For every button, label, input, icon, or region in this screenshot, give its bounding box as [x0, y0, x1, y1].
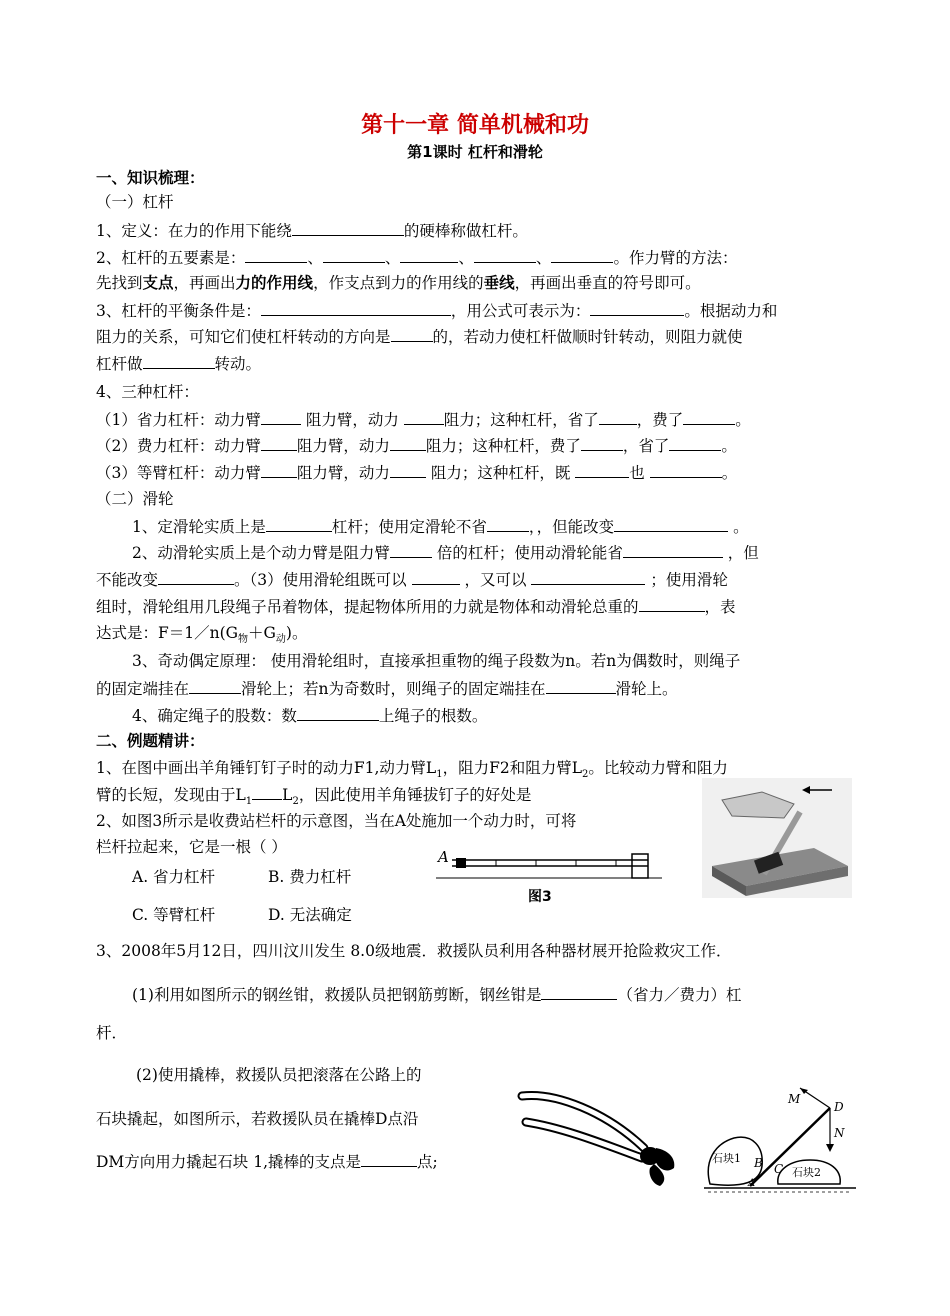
subsection-lever: （一）杠杆 [96, 193, 174, 211]
blank [650, 461, 722, 478]
line-balance-condition: 3、杠杆的平衡条件是： ，用公式可表示为： 。根据动力和 [96, 299, 777, 322]
claw-hammer-figure [702, 778, 852, 898]
blank [623, 541, 723, 558]
blank [390, 541, 432, 558]
question-3-intro: 3、2008年5月12日，四川汶川发生 8.0级地震．救援队员利用各种器材展开抢险救灾工作． [96, 942, 732, 960]
line-force-costing-lever: （2）费力杠杆：动力臂 阻力臂，动力 阻力；这种杠杆，费了 ，省了 。 [96, 434, 737, 457]
blank [614, 515, 728, 532]
blank [404, 408, 444, 425]
option-b: B. 费力杠杆 [268, 868, 352, 886]
point-b-label: B [754, 1156, 763, 1170]
blank [400, 246, 458, 263]
line-rotation: 杠杆做 转动。 [96, 352, 261, 375]
blank [297, 704, 379, 721]
blank [390, 461, 426, 478]
question-2-line-2: 栏杆拉起来，它是一根（ ） [96, 838, 287, 856]
line-force-saving-lever: （1）省力杠杆：动力臂 阻力臂，动力 阻力；这种杠杆，省了 ，费了 。 [96, 408, 751, 431]
line-movable-pulley: 2、动滑轮实质上是个动力臂是阻力臂 倍的杠杆；使用动滑轮能省 ，但 [132, 541, 759, 564]
blank [261, 408, 301, 425]
line-fixed-pulley: 1、定滑轮实质上是 杠杆；使用定滑轮不省 ，，但能改变 。 [132, 515, 749, 538]
point-d-label: D [834, 1100, 844, 1114]
blank [590, 299, 684, 316]
question-1-line-2: 臂的长短，发现由于$L_1$ $L_2$，因此使用羊角锤拔钉子的好处是 [96, 783, 531, 813]
question-1-line-1: 1、在图中画出羊角锤钉钉子时的动力F1,动力臂$L_1$，阻力F2和阻力臂$L_2$。比较动力臂和阻力 [96, 759, 728, 781]
line-arm-method: 先找到支点，再画出力的作用线，作支点到力的作用线的垂线，再画出垂直的符号即可。 [96, 274, 701, 292]
blank [361, 1150, 417, 1167]
line-formula: 达式是：$F=1/n(G_物+G_动)$。 [96, 624, 308, 646]
line-five-elements: 2、杠杆的五要素是： 、 、 、 、 。作力臂的方法： [96, 246, 737, 269]
blank [412, 568, 460, 585]
line-pulley-group: 不能改变 。（3）使用滑轮组既可以 ，又可以 ；使用滑轮 [96, 568, 728, 591]
blank [639, 595, 705, 612]
blank [390, 434, 426, 451]
line-odd-even-principle: 3、奇动偶定原理： 使用滑轮组时，直接承担重物的绳子段数为n。若n为偶数时，则绳子 [132, 652, 741, 670]
point-a-label: A [438, 848, 449, 866]
question-3-part-2-line-3: DM方向用力撬起石块 1,撬棒的支点是 点; [96, 1150, 438, 1173]
line-total-weight: 组时，滑轮组用几段绳子吊着物体，提起物体所用的力就是物体和动滑轮总重的 ，表 [96, 595, 736, 618]
blank [323, 246, 385, 263]
chapter-title: 第十一章 简单机械和功 [361, 113, 589, 138]
blank [189, 677, 241, 694]
blank [261, 461, 297, 478]
lesson-subtitle: 第1课时 杠杆和滑轮 [407, 143, 543, 161]
point-a-label: A [748, 1178, 756, 1189]
section-heading-examples: 二、例题精讲： [96, 732, 205, 750]
blank [487, 515, 529, 532]
wire-pliers-figure [516, 1082, 686, 1194]
blank [266, 515, 332, 532]
blank [683, 408, 735, 425]
blank [531, 568, 645, 585]
blank [541, 983, 617, 1000]
question-3-part-2-line-2: 石块撬起，如图所示，若救援队员在撬棒D点沿 [96, 1110, 419, 1128]
option-a: A. 省力杠杆 [132, 868, 216, 886]
line-rope-count: 4、确定绳子的股数：数 上绳子的根数。 [132, 704, 487, 727]
blank [292, 219, 404, 236]
line-fixed-end: 的固定端挂在 滑轮上；若n为奇数时，则绳子的固定端挂在 滑轮上。 [96, 677, 678, 700]
blank [599, 408, 637, 425]
blank [261, 434, 297, 451]
blank [581, 434, 623, 451]
point-c-label: C [774, 1162, 784, 1176]
section-heading-knowledge: 一、知识梳理： [96, 169, 205, 187]
option-c: C. 等臂杠杆 [132, 906, 216, 924]
point-m-label: M [788, 1092, 801, 1106]
blank [551, 246, 613, 263]
question-3-part-1-line-1: (1)利用如图所示的钢丝钳，救援队员把钢筋剪断，钢丝钳是 （省力／费力）杠 [132, 983, 741, 1006]
blank [143, 352, 215, 369]
blank [669, 434, 721, 451]
blank [252, 783, 282, 800]
line-definition: 1、定义：在力的作用下能绕 的硬棒称做杠杆。 [96, 219, 528, 242]
blank [575, 461, 629, 478]
blank [391, 325, 433, 342]
figure-3-caption: 图3 [528, 889, 552, 905]
blank [261, 299, 451, 316]
question-3-part-1-line-2: 杆． [96, 1024, 128, 1042]
blank [158, 568, 234, 585]
question-3-part-2-line-1: (2)使用撬棒，救援队员把滚落在公路上的 [136, 1066, 422, 1084]
crowbar-rocks-figure [700, 1086, 860, 1198]
option-d: D. 无法确定 [268, 906, 352, 924]
blank [474, 246, 536, 263]
blank [546, 677, 616, 694]
line-equal-arm-lever: （3）等臂杠杆：动力臂 阻力臂，动力 阻力；这种杠杆，既 也 。 [96, 461, 737, 484]
blank [245, 246, 307, 263]
subsection-pulley: （二）滑轮 [96, 490, 174, 508]
rock-2-label: 石块2 [792, 1166, 821, 1179]
line-direction: 阻力的关系，可知它们使杠杆转动的方向是 的，若动力使杠杆做顺时针转动，则阻力就使 [96, 325, 743, 348]
point-n-label: N [834, 1126, 845, 1140]
rock-1-label: 石块1 [712, 1152, 741, 1165]
question-2-line-1: 2、如图3所示是收费站栏杆的示意图，当在A处施加一个动力时，可将 [96, 812, 577, 830]
line-three-levers: 4、三种杠杆： [96, 383, 199, 401]
